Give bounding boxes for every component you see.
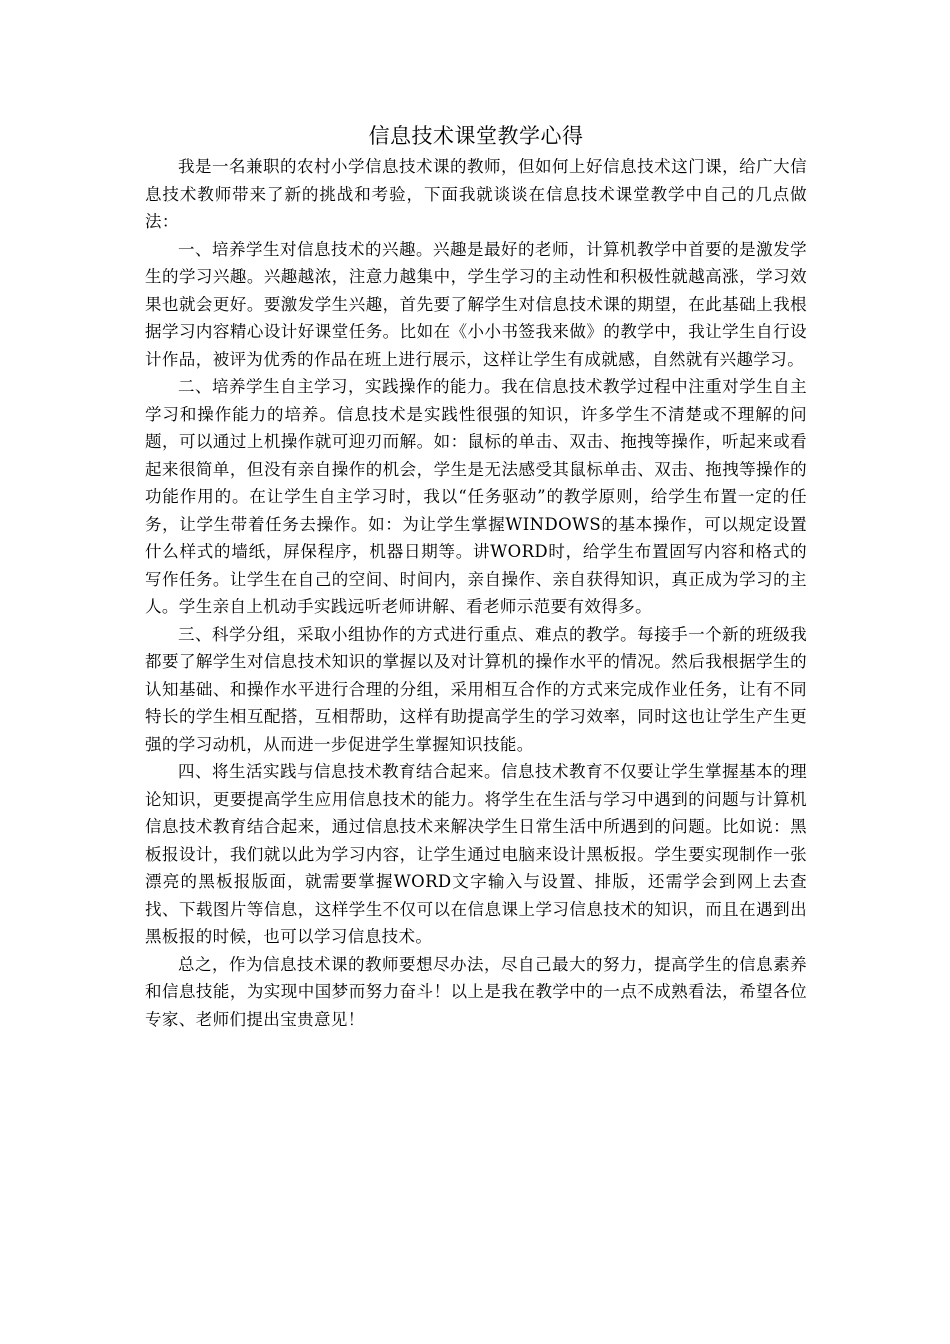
conclusion-paragraph: 总之，作为信息技术课的教师要想尽办法，尽自己最大的努力，提高学生的信息素养和信息技能，为实现中国梦而努力奋斗！以上是我在教学中的一点不成熟看法，希望各位专家、老师们提出宝贵意见！ — [145, 954, 807, 1029]
document-body — [145, 122, 807, 1033]
point-four-paragraph: 四、将生活实践与信息技术教育结合起来。信息技术教育不仅要让学生掌握基本的理论知识，更要提高学生应用信息技术的能力。将学生在生活与学习中遇到的问题与计算机信息技术教育结合起来，通过信息技术来解决学生日常生活中所遇到的问题。比如说：黑板报设计，我们就以此为学习内容，让学生通过电脑来设计黑板报。学生要实现制作一张漂亮的黑板报版面，就需要掌握WORD文字输入与设置、排版，还需学会到网上去查找、下载图片等信息，这样学生不仅可以在信息课上学习信息技术的知识，而且在遇到出黑板报的时候，也可以学习信息技术。 — [145, 762, 807, 946]
point-one-paragraph: 一、培养学生对信息技术的兴趣。兴趣是最好的老师，计算机教学中首要的是激发学生的学习兴趣。兴趣越浓，注意力越集中，学生学习的主动性和积极性就越高涨，学习效果也就会更好。要激发学生兴趣，首先要了解学生对信息技术课的期望，在此基础上我根据学习内容精心设计好课堂任务。比如在《小小书签我来做》的教学中，我让学生自行设计作品，被评为优秀的作品在班上进行展示，这样让学生有成就感，自然就有兴趣学习。 — [145, 239, 807, 369]
point-two-paragraph: 二、培养学生自主学习，实践操作的能力。我在信息技术教学过程中注重对学生自主学习和操作能力的培养。信息技术是实践性很强的知识，许多学生不清楚或不理解的问题，可以通过上机操作就可迎刃而解。如：鼠标的单击、双击、拖拽等操作，听起来或看起来很简单，但没有亲自操作的机会，学生是无法感受其鼠标单击、双击、拖拽等操作的功能作用的。在让学生自主学习时，我以“任务驱动”的教学原则，给学生布置一定的任务，让学生带着任务去操作。如：为让学生掌握WINDOWS的基本操作，可以规定设置什么样式的墙纸，屏保程序，机器日期等。讲WORD时，给学生布置固写内容和格式的写作任务。让学生在自己的空间、时间内，亲自操作、亲自获得知识，真正成为学习的主人。学生亲自上机动手实践远听老师讲解、看老师示范要有效得多。 — [145, 377, 807, 616]
intro-paragraph: 我是一名兼职的农村小学信息技术课的教师，但如何上好信息技术这门课，给广大信息技术教师带来了新的挑战和考验，下面我就谈谈在信息技术课堂教学中自己的几点做法： — [145, 157, 807, 231]
document-title: 信息技术课堂教学心得 — [368, 124, 584, 148]
point-three-paragraph: 三、科学分组，采取小组协作的方式进行重点、难点的教学。每接手一个新的班级我都要了解学生对信息技术知识的掌握以及对计算机的操作水平的情况。然后我根据学生的认知基础、和操作水平进行合理的分组，采用相互合作的方式来完成作业任务，让有不同特长的学生相互配搭，互相帮助，这样有助提高学生的学习效率，同时这也让学生产生更强的学习动机，从而进一步促进学生掌握知识技能。 — [145, 624, 807, 754]
